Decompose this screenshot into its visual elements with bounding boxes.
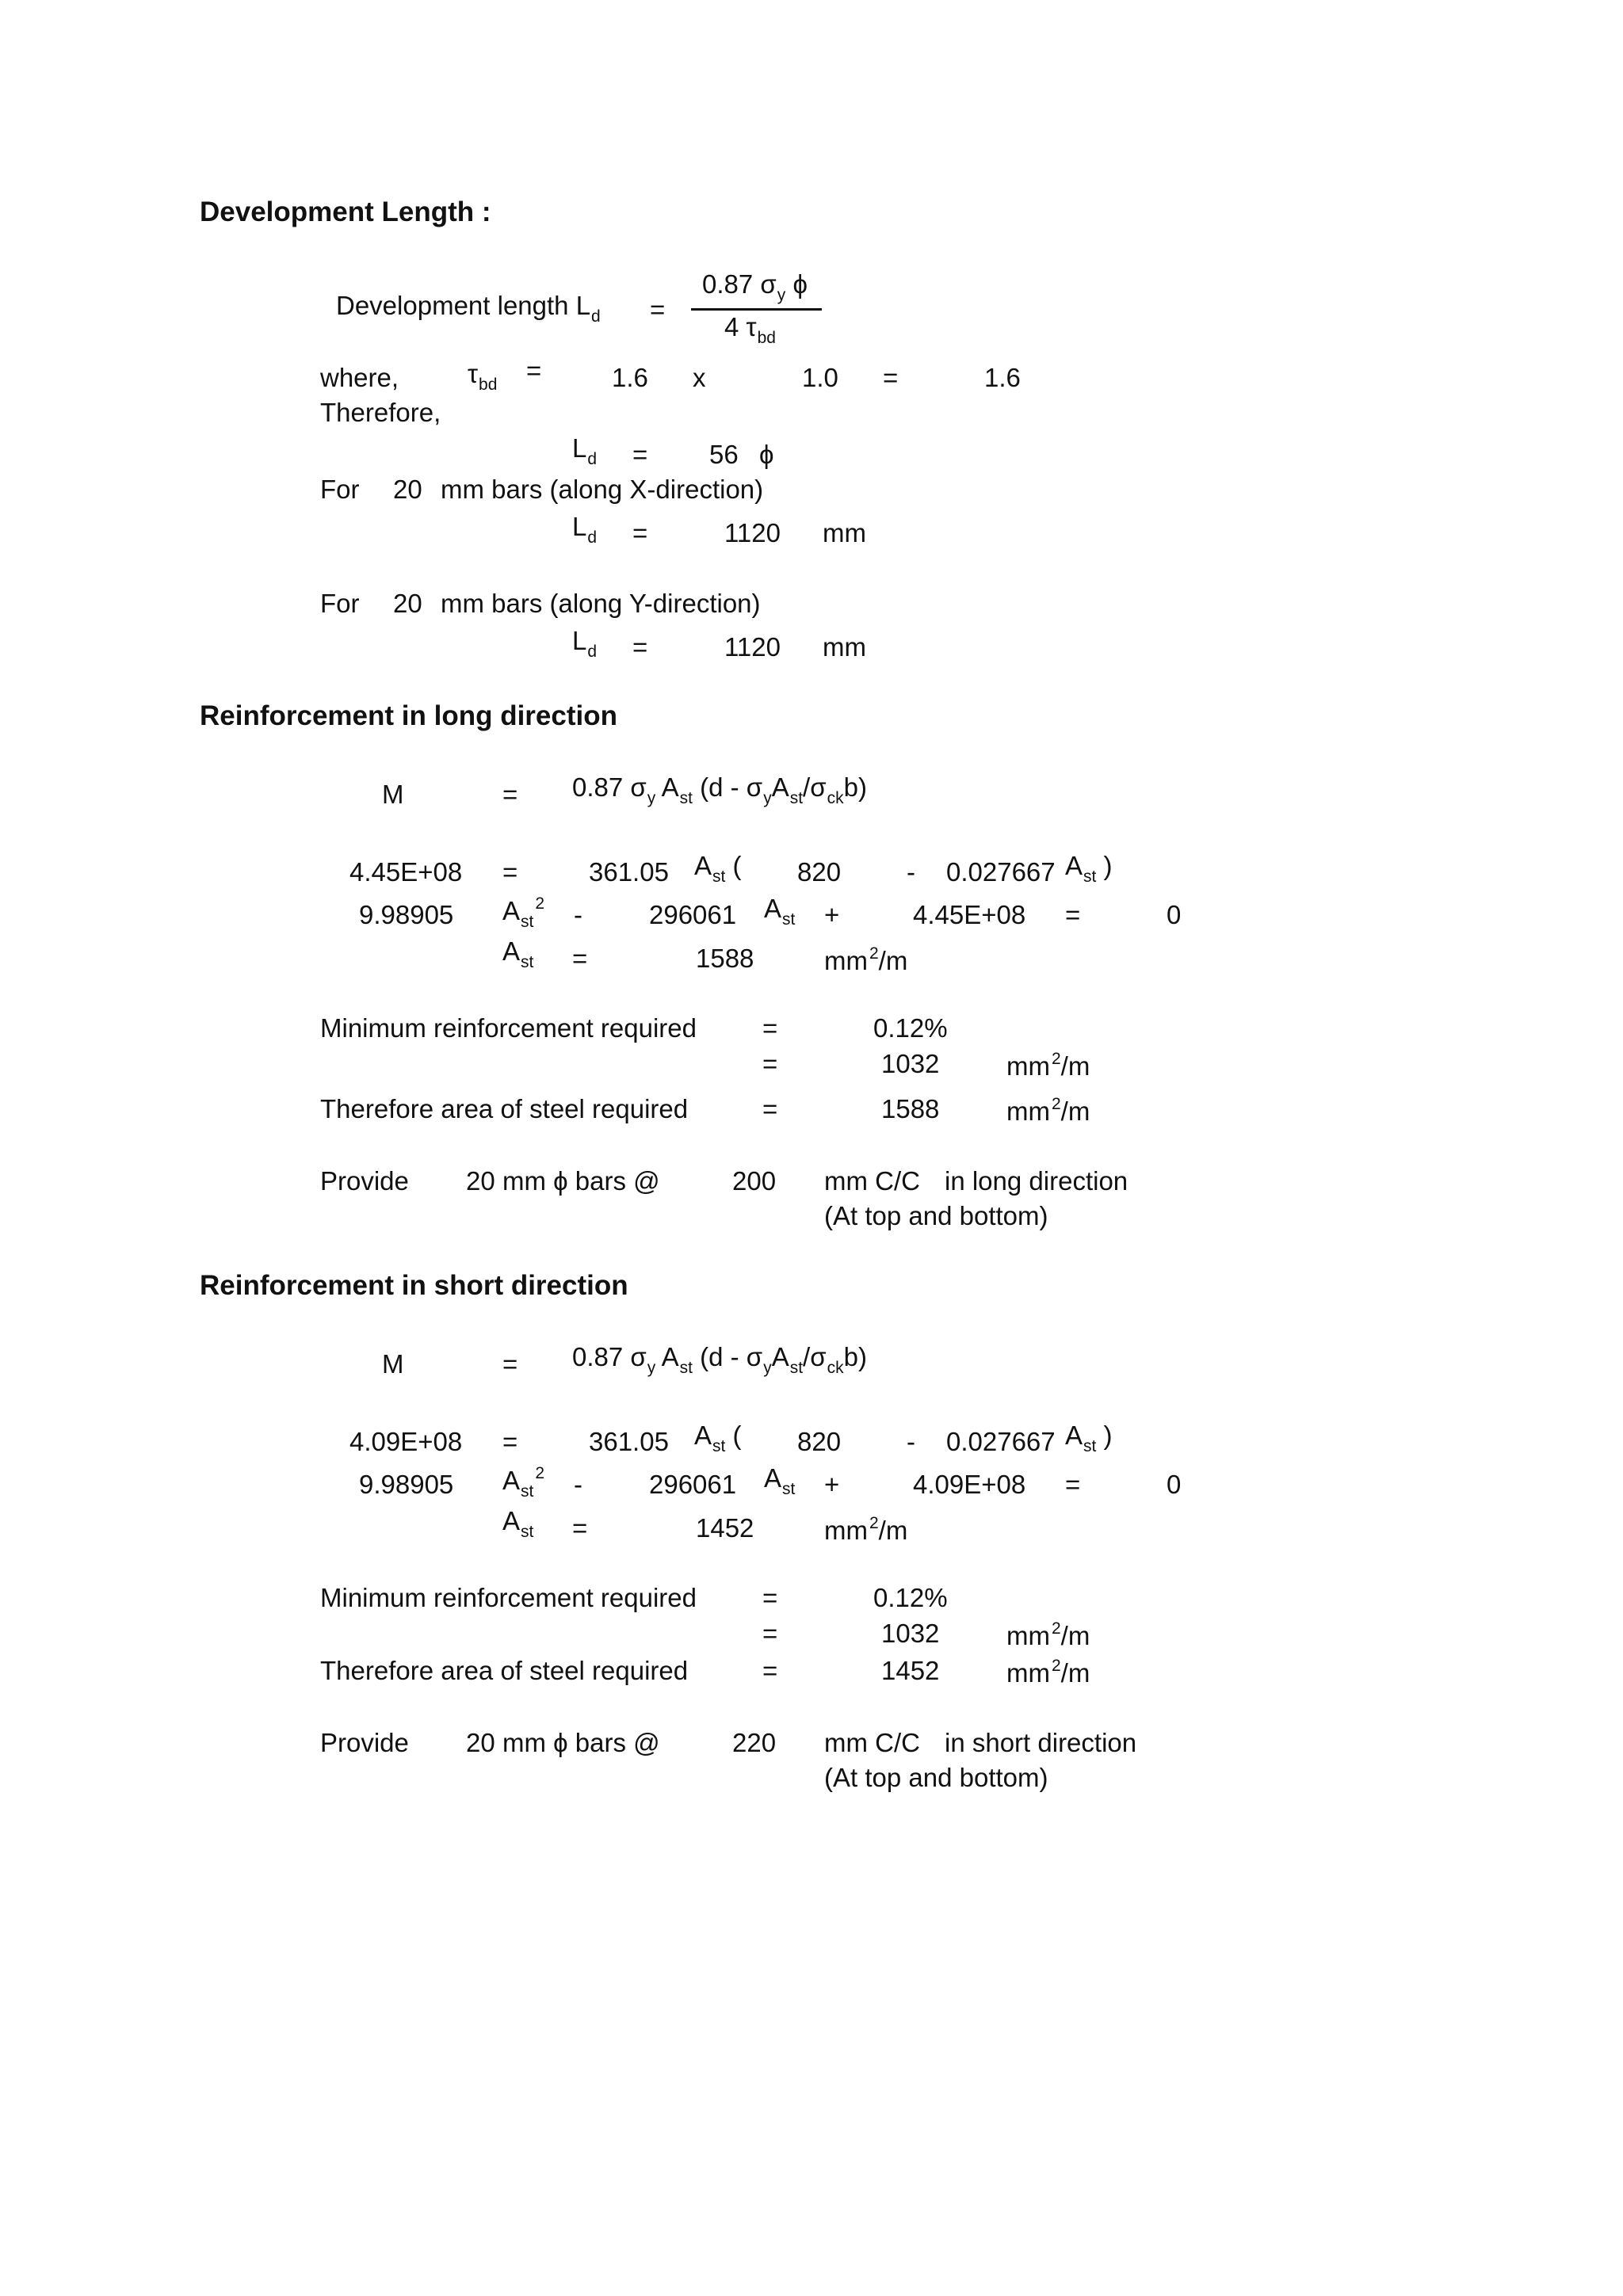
ast-symbol: $A_{st}$ ( bbox=[694, 851, 742, 886]
provide-label: Provide bbox=[320, 1166, 409, 1196]
equals-sign: = bbox=[502, 1427, 518, 1456]
equals-sign: = bbox=[632, 440, 648, 469]
equals-sign: = bbox=[502, 1349, 518, 1379]
moment-formula: 0.87 $\sigma_y$ $A_{st}$ $(d - \sigma_yA_{st}/\sigma_{ck}b)$ bbox=[572, 1342, 867, 1377]
provide-spacing-unit: mm C/C bbox=[824, 1166, 920, 1196]
equals-sign: = bbox=[650, 295, 666, 324]
ld-symbol: $L_d$ bbox=[572, 626, 598, 661]
required-steel-label: Therefore area of steel required bbox=[320, 1094, 689, 1123]
ld-symbol: $L_d$ bbox=[572, 512, 598, 547]
zero-value: 0 bbox=[1167, 1470, 1182, 1499]
therefore-label: Therefore, bbox=[320, 398, 441, 427]
linear-coefficient: 296061 bbox=[649, 1470, 737, 1499]
ld-value-x: 1120 bbox=[724, 518, 781, 547]
ast-symbol: $A_{st}$ bbox=[502, 936, 534, 971]
equals-sign: = bbox=[1065, 900, 1081, 929]
required-steel-unit: $mm^2/m$ bbox=[1006, 1657, 1090, 1688]
ld-unit-y: mm bbox=[823, 632, 866, 662]
tau-value-1: 1.6 bbox=[612, 363, 648, 392]
provide-bar-dia: 20 bbox=[466, 1728, 495, 1757]
eq1-coefficient-2: 0.027667 bbox=[946, 857, 1056, 887]
equals-sign: = bbox=[762, 1094, 778, 1123]
short-direction-heading: Reinforcement in short direction bbox=[200, 1270, 628, 1301]
tau-bd-symbol: $\tau_{bd}$ bbox=[468, 359, 498, 394]
bar-desc-y: mm bars (along Y-direction) bbox=[441, 589, 761, 618]
provide-bars-text: mm ϕ bars @ bbox=[502, 1728, 660, 1757]
bar-dia-x: 20 bbox=[393, 475, 422, 504]
plus-sign: + bbox=[824, 1470, 840, 1499]
min-reinforcement-label: Minimum reinforcement required bbox=[320, 1583, 697, 1612]
min-reinforcement-unit: $mm^2/m$ bbox=[1006, 1619, 1090, 1650]
ast-symbol: $A_{st}$ ) bbox=[1065, 1421, 1113, 1455]
min-reinforcement-value: 1032 bbox=[881, 1049, 940, 1078]
provide-note: (At top and bottom) bbox=[824, 1201, 1048, 1230]
for-label-x: For bbox=[320, 475, 360, 504]
required-steel-label: Therefore area of steel required bbox=[320, 1656, 689, 1685]
ld-value-y: 1120 bbox=[724, 632, 781, 662]
ast-unit: $mm^2/m$ bbox=[824, 1514, 908, 1545]
equals-sign: = bbox=[572, 944, 588, 973]
equals-sign: = bbox=[632, 632, 648, 662]
for-label-y: For bbox=[320, 589, 360, 618]
formula-numerator: 0.87 $\sigma_y$ ϕ bbox=[702, 269, 808, 304]
min-reinforcement-value: 1032 bbox=[881, 1619, 940, 1648]
ast-symbol: $A_{st}$ bbox=[502, 1506, 534, 1541]
eq1-lhs: 4.45E+08 bbox=[349, 857, 463, 887]
development-length-heading: Development Length : bbox=[200, 196, 491, 227]
equals-sign: = bbox=[883, 363, 899, 392]
ast-symbol: $A_{st}$ bbox=[764, 894, 796, 929]
minus-sign: - bbox=[574, 900, 582, 929]
min-reinforcement-percent: 0.12% bbox=[873, 1013, 948, 1043]
equals-sign: = bbox=[632, 518, 648, 547]
provide-note: (At top and bottom) bbox=[824, 1763, 1048, 1792]
provide-spacing: 220 bbox=[732, 1728, 777, 1757]
quadratic-coefficient: 9.98905 bbox=[359, 900, 454, 929]
ast-value: 1588 bbox=[696, 944, 754, 973]
effective-depth: 820 bbox=[797, 857, 842, 887]
required-steel-value: 1452 bbox=[881, 1656, 940, 1685]
required-steel-unit: $mm^2/m$ bbox=[1006, 1095, 1090, 1126]
plus-sign: + bbox=[824, 900, 840, 929]
ast-squared: $A_{st}^2$ bbox=[502, 1464, 545, 1501]
eq1-coefficient-2: 0.027667 bbox=[946, 1427, 1056, 1456]
ld-factor: 56 bbox=[709, 440, 739, 469]
equals-sign: = bbox=[762, 1583, 778, 1612]
development-length-label: Development length $L_d$ bbox=[336, 291, 601, 326]
linear-coefficient: 296061 bbox=[649, 900, 737, 929]
provide-spacing-unit: mm C/C bbox=[824, 1728, 920, 1757]
ast-symbol: $A_{st}$ ) bbox=[1065, 851, 1113, 886]
min-reinforcement-label: Minimum reinforcement required bbox=[320, 1013, 697, 1043]
min-reinforcement-unit: $mm^2/m$ bbox=[1006, 1050, 1090, 1081]
equals-sign: = bbox=[502, 780, 518, 809]
ast-unit: $mm^2/m$ bbox=[824, 944, 908, 975]
effective-depth: 820 bbox=[797, 1427, 842, 1456]
moment-formula: 0.87 $\sigma_y$ $A_{st}$ $(d - \sigma_yA_{st}/\sigma_{ck}b)$ bbox=[572, 772, 867, 807]
ast-symbol: $A_{st}$ bbox=[764, 1463, 796, 1498]
bar-dia-y: 20 bbox=[393, 589, 422, 618]
equals-sign: = bbox=[1065, 1470, 1081, 1499]
required-steel-value: 1588 bbox=[881, 1094, 940, 1123]
minus-sign: - bbox=[907, 857, 915, 887]
long-direction-heading: Reinforcement in long direction bbox=[200, 700, 617, 731]
bar-desc-x: mm bars (along X-direction) bbox=[441, 475, 764, 504]
quadratic-coefficient: 9.98905 bbox=[359, 1470, 454, 1499]
multiply-sign: x bbox=[693, 363, 706, 392]
moment-label: M bbox=[382, 1349, 404, 1379]
eq1-coefficient: 361.05 bbox=[589, 857, 669, 887]
ast-value: 1452 bbox=[696, 1513, 754, 1543]
equals-sign: = bbox=[762, 1049, 778, 1078]
eq1-coefficient: 361.05 bbox=[589, 1427, 669, 1456]
provide-bars-text: mm ϕ bars @ bbox=[502, 1166, 660, 1196]
moment-label: M bbox=[382, 780, 404, 809]
provide-direction: in short direction bbox=[945, 1728, 1137, 1757]
ld-symbol: $L_d$ bbox=[572, 433, 598, 468]
minus-sign: - bbox=[907, 1427, 915, 1456]
tau-result: 1.6 bbox=[984, 363, 1021, 392]
provide-spacing: 200 bbox=[732, 1166, 777, 1196]
minus-sign: - bbox=[574, 1470, 582, 1499]
constant-term: 4.45E+08 bbox=[913, 900, 1026, 929]
equals-sign: = bbox=[762, 1656, 778, 1685]
zero-value: 0 bbox=[1167, 900, 1182, 929]
provide-bar-dia: 20 bbox=[466, 1166, 495, 1196]
eq1-lhs: 4.09E+08 bbox=[349, 1427, 463, 1456]
where-label: where, bbox=[320, 363, 399, 392]
ast-symbol: $A_{st}$ ( bbox=[694, 1421, 742, 1455]
equals-sign: = bbox=[762, 1619, 778, 1648]
ld-unit-x: mm bbox=[823, 518, 866, 547]
formula-denominator: 4 $\tau_{bd}$ bbox=[724, 312, 776, 347]
equals-sign: = bbox=[502, 857, 518, 887]
equals-sign: = bbox=[572, 1513, 588, 1543]
phi-symbol: ϕ bbox=[759, 440, 774, 469]
constant-term: 4.09E+08 bbox=[913, 1470, 1026, 1499]
min-reinforcement-percent: 0.12% bbox=[873, 1583, 948, 1612]
provide-direction: in long direction bbox=[945, 1166, 1128, 1196]
tau-value-2: 1.0 bbox=[802, 363, 838, 392]
equals-sign: = bbox=[526, 356, 542, 385]
provide-label: Provide bbox=[320, 1728, 409, 1757]
ast-squared: $A_{st}^2$ bbox=[502, 894, 545, 931]
fraction-bar bbox=[691, 308, 822, 311]
equals-sign: = bbox=[762, 1013, 778, 1043]
